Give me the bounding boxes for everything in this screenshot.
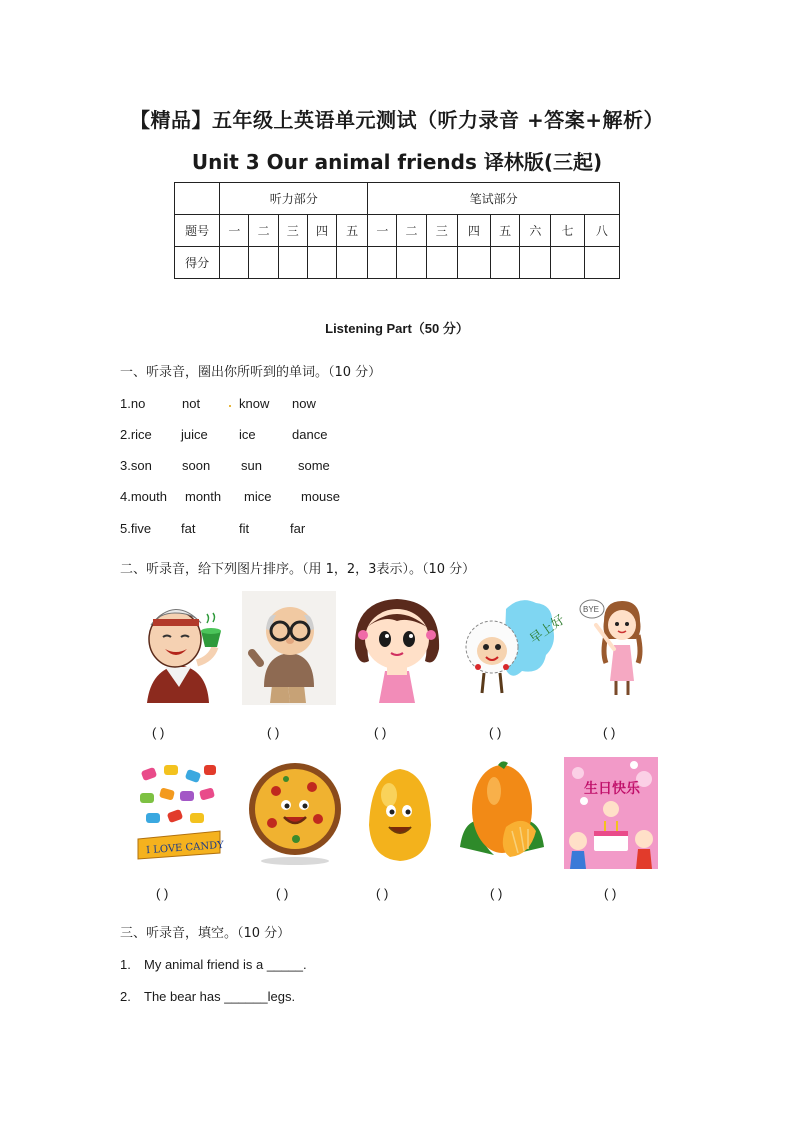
score-cell[interactable] [457,247,490,279]
score-cell[interactable] [426,247,457,279]
section3-heading: 三、听录音，填空。（10 分） [120,926,291,941]
egg-icon [365,765,435,865]
table-cell: 二 [397,215,426,247]
word-option[interactable]: now [292,396,316,411]
answer-blank[interactable]: ( ) [156,886,169,901]
table-cell: 五 [337,215,368,247]
score-cell[interactable] [551,247,584,279]
word-option[interactable]: 5.five [120,521,152,536]
orange-icon [454,757,550,869]
word-option[interactable]: fat [181,521,196,536]
word-option[interactable]: soon [182,458,211,473]
word-option[interactable]: not [182,396,201,411]
word-option[interactable]: ice [239,427,256,442]
answer-blank[interactable]: ( ) [267,725,280,740]
word-option[interactable]: far [290,521,306,536]
word-option[interactable]: sun [241,458,262,473]
word-option[interactable]: dance [292,427,328,442]
title-line-2: Unit 3 Our animal friends 译林版(三起) [191,150,603,174]
word-option[interactable]: mice [244,489,272,504]
score-cell[interactable] [368,247,397,279]
item-number: 2. [120,989,131,1004]
table-row [175,215,620,247]
listening-part-heading: Listening Part（50 分） [325,321,469,336]
score-table [174,182,620,279]
word-option[interactable]: 3.son [120,458,152,473]
table-cell: 七 [551,215,584,247]
answer-blank[interactable]: ( ) [374,725,387,740]
score-cell[interactable] [249,247,278,279]
item-number: 1. [120,957,131,972]
score-cell[interactable] [307,247,336,279]
grandpa-with-glasses-icon [242,591,336,705]
word-option[interactable]: 4.mouth [120,489,167,504]
word-option[interactable]: 2.rice [120,427,152,442]
table-cell: 四 [457,215,490,247]
score-cell[interactable] [520,247,551,279]
answer-blank[interactable]: ( ) [603,725,616,740]
word-option[interactable]: fit [239,521,250,536]
table-cell: 六 [520,215,551,247]
word-option[interactable]: month [185,489,222,504]
birthday-party-icon [564,757,658,869]
title-line-1: 【精品】五年级上英语单元测试（听力录音 +答案+解析） [130,108,664,132]
birthday-label: 生日快乐 [584,781,640,797]
score-cell[interactable] [337,247,368,279]
fill-in-sentence[interactable]: The bear has ______legs. [144,989,296,1004]
answer-blank[interactable]: ( ) [604,886,617,901]
table-cell: 三 [278,215,307,247]
answer-blank[interactable]: ( ) [152,725,165,740]
table-cell: 四 [307,215,336,247]
list-item [120,989,296,1004]
word-option[interactable]: 1.no [120,396,146,411]
fill-in-sentence[interactable]: My animal friend is a _____. [144,957,307,972]
score-cell[interactable] [220,247,249,279]
score-cell[interactable] [278,247,307,279]
table-cell [175,183,220,215]
bye-bubble: BYE [583,605,600,614]
written-group-header: 笔试部分 [368,183,620,215]
decorative-dot [229,405,231,407]
girl-cartoon-icon [349,591,445,705]
table-row [175,247,620,279]
table-cell: 一 [368,215,397,247]
girl-waving-bye-icon [576,591,668,701]
word-option[interactable]: juice [181,427,208,442]
score-cell[interactable] [584,247,619,279]
pizza-icon [246,757,344,867]
table-cell: 八 [584,215,619,247]
list-item [120,957,307,972]
grandma-with-tea-icon [131,591,227,705]
sheep-label: 早上好 [527,612,568,648]
candy-icon [134,759,224,869]
table-cell: 二 [249,215,278,247]
candy-label: I LOVE CANDY [145,839,225,857]
table-cell: 三 [426,215,457,247]
word-option[interactable]: some [298,458,330,473]
answer-blank[interactable]: ( ) [376,886,389,901]
word-option[interactable]: know [239,396,270,411]
sheep-cartoon-icon [460,591,568,701]
section1-heading: 一、听录音，圈出你所听到的单词。（10 分） [120,365,382,380]
score-label: 得分 [175,247,220,279]
score-cell[interactable] [491,247,520,279]
table-cell: 五 [491,215,520,247]
answer-blank[interactable]: ( ) [490,886,503,901]
score-cell[interactable] [397,247,426,279]
answer-blank[interactable]: ( ) [489,725,502,740]
listening-group-header: 听力部分 [220,183,368,215]
answer-blank[interactable]: ( ) [276,886,289,901]
word-option[interactable]: mouse [301,489,341,504]
table-cell: 一 [220,215,249,247]
table-row [175,183,620,215]
section2-heading: 二、听录音，给下列图片排序。（用 1，2，3表示）。（10 分） [120,562,476,577]
item-number-label: 题号 [175,215,220,247]
